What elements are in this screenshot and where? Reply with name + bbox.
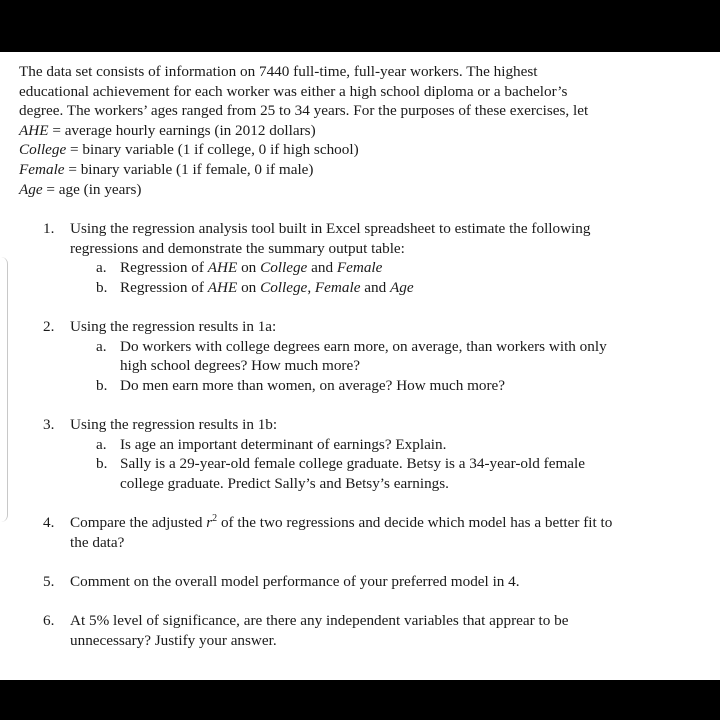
question-number: 3. [43, 416, 55, 433]
question-6 [43, 611, 693, 650]
page-edge-tab [0, 257, 8, 522]
intro-paragraph [19, 62, 679, 199]
sub-question-1a: a. Regression of AHE on College and Female [96, 259, 383, 277]
intro-line: educational achievement for each worker was either a high school diploma or a bachelor’s [19, 82, 568, 100]
var-def-college: College = binary variable (1 if college, 0 if high school) [19, 141, 359, 159]
question-text: the data? [70, 533, 125, 551]
question-number: 4. [43, 514, 55, 531]
sub-letter: b. [96, 455, 108, 473]
question-number: 1. [43, 220, 55, 237]
intro-line: degree. The workers’ ages ranged from 25 to 34 years. For the purposes of these exercises, let [19, 102, 589, 120]
sub-letter: a. [96, 259, 107, 277]
sub-question-1b: b. Regression of AHE on College, Female and Age [96, 278, 414, 296]
question-text: Using the regression analysis tool built in Excel spreadsheet to estimate the following [70, 220, 591, 237]
question-2 [43, 317, 693, 395]
question-text: Using the regression results in 1b: [70, 416, 278, 433]
sub-letter: b. [96, 278, 108, 296]
document-page [0, 52, 720, 680]
sub-letter: b. [96, 376, 108, 394]
question-5 [43, 572, 693, 592]
question-text: Compare the adjusted $r^2$ of the two regressions and decide which model has a better fit to [70, 512, 613, 531]
question-number: 5. [43, 573, 55, 590]
question-4 [43, 513, 693, 552]
var-def-female: Female = binary variable (1 if female, 0 if male) [19, 160, 314, 178]
sub-question-2b: b. Do men earn more than women, on average? How much more? [96, 376, 506, 394]
sub-question-3b: b. Sally is a 29-year-old female college graduate. Betsy is a 34-year-old female college graduate. Predict Sally’s and Betsy’s earnings. [96, 455, 585, 492]
var-def-ahe: AHE = average hourly earnings (in 2012 dollars) [19, 121, 316, 139]
sub-letter: a. [96, 435, 107, 453]
question-text: Using the regression results in 1a: [70, 318, 277, 335]
var-def-age: Age = age (in years) [19, 180, 142, 198]
sub-question-3a: a. Is age an important determinant of earnings? Explain. [96, 435, 447, 453]
question-number: 6. [43, 612, 55, 629]
question-text: Comment on the overall model performance of your preferred model in 4. [70, 573, 520, 590]
question-text: At 5% level of significance, are there any independent variables that apprear to be [70, 612, 569, 629]
sub-letter: a. [96, 337, 107, 355]
question-3 [43, 415, 693, 493]
question-text: unnecessary? Justify your answer. [70, 631, 277, 649]
intro-line: The data set consists of information on 7440 full-time, full-year workers. The highest [19, 63, 538, 80]
question-number: 2. [43, 318, 55, 335]
sub-question-2a: a. Do workers with college degrees earn more, on average, than workers with only high school degrees? How much more? [96, 337, 607, 375]
question-text: regressions and demonstrate the summary output table: [70, 239, 405, 257]
question-1 [43, 219, 693, 297]
